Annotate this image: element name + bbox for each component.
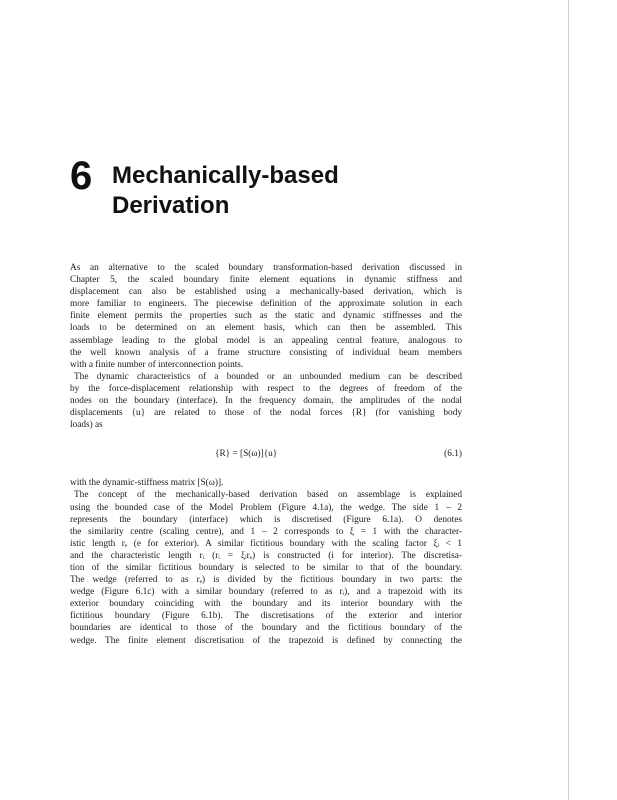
text-line: with a finite number of interconnection points.	[70, 359, 244, 370]
text-line: more familiar to engineers. The piecewise definition of the approximate solution in each	[70, 299, 462, 310]
equation-formula: {R} = [S(ω)]{u}	[215, 449, 278, 460]
text-line: using the bounded case of the Model Problem (Figure 4.1a), the wedge. The side 1 – 2	[70, 502, 462, 513]
text-line: Chapter 5, the scaled boundary finite element equations in dynamic stiffness and	[70, 275, 462, 286]
text-line: istic length rₑ (e for exterior). A similar fictitious boundary with the scaling factor ξᵢ < 1	[70, 538, 462, 549]
text-line: assemblage leading to the global model is an appealing central feature, analogous to	[70, 335, 462, 346]
text-line: boundaries are identical to those of the boundary and the fictitious boundary of the	[70, 623, 462, 634]
body-text	[70, 262, 462, 647]
chapter-title-line: Derivation	[112, 192, 230, 219]
text-line: the well known analysis of a frame structure consisting of individual beam members	[70, 347, 462, 358]
text-line: displacements {u} are related to those of the nodal forces {R} (for vanishing body	[70, 408, 462, 419]
text-line: finite element permits the properties such as the static and dynamic stiffnesses and the	[70, 311, 462, 322]
text-line: the similarity centre (scaling centre), and 1 – 2 corresponds to ξ = 1 with the character-	[70, 526, 462, 537]
text-line: The wedge (referred to as rₑ) is divided by the fictitious boundary in two parts: the	[70, 575, 462, 586]
text-line: fictitious boundary (Figure 6.1b). The discretisations of the exterior and interior	[70, 611, 462, 622]
chapter-number: 6	[70, 154, 93, 198]
chapter-title-line: Mechanically-based	[112, 162, 339, 189]
equation-6-1	[70, 431, 462, 477]
text-line: wedge. The finite element discretisation of the trapezoid is defined by connecting the	[70, 635, 462, 646]
equation-number: (6.1)	[444, 449, 462, 460]
text-line: displacement can also be established using a mechanically-based derivation, which is	[70, 287, 462, 298]
text-line: The concept of the mechanically-based derivation based on assemblage is explained	[74, 490, 462, 501]
text-line: tion of the similar fictitious boundary is selected to be similar to that of the boundary.	[70, 562, 462, 573]
chapter-title	[112, 161, 339, 221]
paragraph-4	[70, 489, 462, 646]
text-line: with the dynamic-stiffness matrix [S(ω)].	[70, 478, 224, 489]
page-edge-divider	[568, 0, 569, 800]
text-line: represents the boundary (interface) which is discretised (Figure 6.1a). O denotes	[70, 514, 462, 525]
text-line: and the characteristic length rᵢ (rᵢ = ξᵢrₑ) is constructed (i for interior). The discretisa-	[70, 550, 462, 561]
paragraph-3	[70, 477, 462, 489]
paragraph-2	[70, 371, 462, 431]
text-line: exterior boundary coinciding with the boundary and its interior boundary with the	[70, 599, 462, 610]
text-line: by the force-displacement relationship with respect to the degrees of freedom of the	[70, 383, 462, 394]
text-line: nodes on the boundary (interface). In the frequency domain, the amplitudes of the nodal	[70, 396, 462, 407]
text-line: loads to be determined on an element basis, which can then be assembled. This	[70, 323, 462, 334]
text-line: loads) as	[70, 420, 103, 431]
text-line: As an alternative to the scaled boundary transformation-based derivation discussed in	[70, 263, 462, 273]
paragraph-1	[70, 262, 462, 371]
text-line: wedge (Figure 6.1c) with a similar boundary (referred to as rᵢ), and a trapezoid with its	[70, 587, 462, 598]
text-line: The dynamic characteristics of a bounded or an unbounded medium can be described	[74, 371, 462, 382]
